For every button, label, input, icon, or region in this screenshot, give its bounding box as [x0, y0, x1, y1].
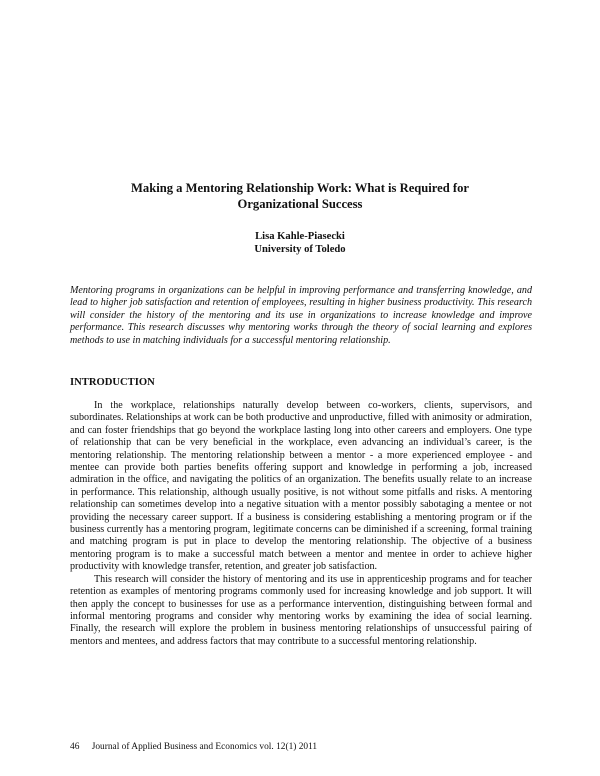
- section-heading-introduction: INTRODUCTION: [70, 377, 155, 388]
- abstract: Mentoring programs in organizations can be helpful in improving performance and transferring knowledge, and lead to higher job satisfaction and retention of employees, resulting in higher business productivity. This research will consider the history of the mentoring and its use in organizations to increase knowledge and improve performance. This research discusses why mentoring works through the theory of social learning and explores methods to use in matching individuals for a successful mentoring relationship.: [70, 285, 532, 346]
- body-paragraph-2: This research will consider the history of mentoring and its use in apprenticeship programs and for teacher retention as examples of mentoring programs commonly used for increasing knowledge and job support. It will then apply the concept to businesses for use as a performance intervention, distinguishing between formal and informal mentoring programs and consider why mentoring works by examining the idea of social learning. Finally, the research will explore the problem in business mentoring relationships of unsuccessful pairing of mentors and mentees, and address factors that may contribute to a successful mentoring relationship.: [70, 573, 532, 647]
- paper-title: [70, 180, 530, 212]
- author-block: [70, 230, 530, 256]
- paper-title-line-1: Making a Mentoring Relationship Work: What is Required for: [131, 181, 469, 195]
- introduction-body: [70, 400, 532, 648]
- page-footer: [70, 741, 317, 753]
- author-affiliation: University of Toledo: [254, 244, 346, 255]
- journal-citation: Journal of Applied Business and Economics vol. 12(1) 2011: [91, 742, 318, 752]
- body-paragraph-1: In the workplace, relationships naturally develop between co-workers, clients, supervisors, and subordinates. Relationships at work can be both productive and unproductive, filled with animosity or admiration, and can foster friendships that go beyond the workplace lasting long into other careers and employers. One type of relationship that can be very beneficial in the workplace, even advancing an individual’s career, is the mentoring relationship. The mentoring relationship between a mentor - a more experienced employee - and mentee can provide both parties benefits offering support and knowledge in performing a job, increased admiration in the office, and navigating the politics of an organization. The benefits usually relate to an increase in performance. This relationship, although usually positive, is not without some pitfalls and risks. A mentoring relationship can sometimes develop into a negative situation with a mentor possibly sabotaging a mentee or not providing the necessary career support. If a business is considering establishing a mentoring program or if the business currently has a mentoring program, legitimate concerns can be diminished if a screening, formal training and matching program is put in place to develop the mentoring relationship. The objective of a business mentoring program is to make a successful match between a mentor and mentee in order to achieve higher productivity with knowledge transfer, retention, and greater job satisfaction.: [70, 400, 532, 573]
- author-name: Lisa Kahle-Piasecki: [255, 231, 345, 242]
- paper-title-line-2: Organizational Success: [237, 197, 363, 211]
- page-number: 46: [70, 742, 80, 752]
